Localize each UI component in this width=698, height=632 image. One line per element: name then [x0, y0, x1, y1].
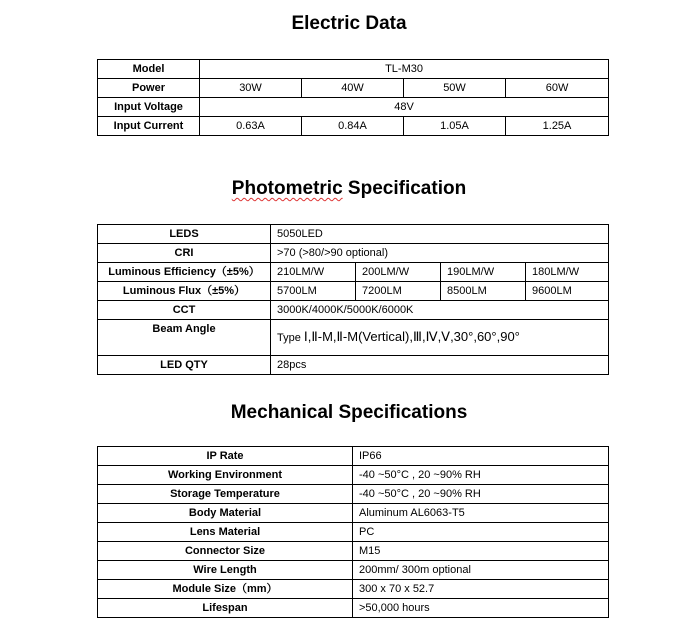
- table-row: [98, 523, 609, 542]
- flux-value: 8500LM: [441, 282, 526, 301]
- led-qty-value: 28pcs: [271, 356, 609, 375]
- spec-value: -40 ~50°C , 20 ~90% RH: [353, 485, 609, 504]
- spec-value: PC: [353, 523, 609, 542]
- electric-data-table: [97, 59, 609, 136]
- power-value: 60W: [506, 79, 609, 98]
- table-row: [98, 225, 609, 244]
- spec-value: 200mm/ 300m optional: [353, 561, 609, 580]
- input-voltage-value: 48V: [200, 98, 609, 117]
- table-row: [98, 263, 609, 282]
- flux-label: Luminous Flux（±5%）: [98, 282, 271, 301]
- table-row: [98, 504, 609, 523]
- spec-label: Wire Length: [98, 561, 353, 580]
- input-current-value: 0.63A: [200, 117, 302, 136]
- table-row: [98, 485, 609, 504]
- power-value: 40W: [302, 79, 404, 98]
- beam-angle-label: Beam Angle: [98, 320, 271, 356]
- table-row: [98, 282, 609, 301]
- flux-value: 5700LM: [271, 282, 356, 301]
- table-row: [98, 301, 609, 320]
- photometric-title-rest: Specification: [342, 178, 467, 199]
- table-row: [98, 542, 609, 561]
- spec-label: Storage Temperature: [98, 485, 353, 504]
- table-row: [98, 561, 609, 580]
- table-row: [98, 320, 609, 356]
- table-row: [98, 599, 609, 618]
- spec-value: M15: [353, 542, 609, 561]
- spec-value: -40 ~50°C , 20 ~90% RH: [353, 466, 609, 485]
- input-current-value: 1.05A: [404, 117, 506, 136]
- efficiency-value: 200LM/W: [356, 263, 441, 282]
- spec-value: Aluminum AL6063-T5: [353, 504, 609, 523]
- spec-label: Body Material: [98, 504, 353, 523]
- table-row: [98, 60, 609, 79]
- input-current-value: 0.84A: [302, 117, 404, 136]
- spec-label: Connector Size: [98, 542, 353, 561]
- spec-value: 300 x 70 x 52.7: [353, 580, 609, 599]
- table-row: [98, 244, 609, 263]
- input-current-value: 1.25A: [506, 117, 609, 136]
- efficiency-label: Luminous Efficiency（±5%）: [98, 263, 271, 282]
- spec-label: Module Size（mm）: [98, 580, 353, 599]
- spec-label: Lens Material: [98, 523, 353, 542]
- model-label: Model: [98, 60, 200, 79]
- spec-value: IP66: [353, 447, 609, 466]
- spec-label: IP Rate: [98, 447, 353, 466]
- photometric-title-word: Photometric: [231, 178, 343, 199]
- flux-value: 9600LM: [526, 282, 609, 301]
- power-value: 30W: [200, 79, 302, 98]
- power-value: 50W: [404, 79, 506, 98]
- table-row: [98, 98, 609, 117]
- beam-angle-type-prefix: Type: [277, 332, 301, 344]
- model-value: TL-M30: [200, 60, 609, 79]
- photometric-title: [0, 178, 698, 200]
- table-row: [98, 356, 609, 375]
- efficiency-value: 210LM/W: [271, 263, 356, 282]
- leds-value: 5050LED: [271, 225, 609, 244]
- input-current-label: Input Current: [98, 117, 200, 136]
- photometric-table: [97, 224, 609, 375]
- table-row: [98, 117, 609, 136]
- power-label: Power: [98, 79, 200, 98]
- leds-label: LEDS: [98, 225, 271, 244]
- cct-value: 3000K/4000K/5000K/6000K: [271, 301, 609, 320]
- beam-angle-value-cell: [271, 320, 609, 356]
- flux-value: 7200LM: [356, 282, 441, 301]
- table-row: [98, 580, 609, 599]
- electric-data-title: Electric Data: [291, 13, 407, 34]
- mechanical-table: [97, 446, 609, 618]
- led-qty-label: LED QTY: [98, 356, 271, 375]
- spec-label: Working Environment: [98, 466, 353, 485]
- efficiency-value: 190LM/W: [441, 263, 526, 282]
- cri-label: CRI: [98, 244, 271, 263]
- efficiency-value: 180LM/W: [526, 263, 609, 282]
- spec-label: Lifespan: [98, 599, 353, 618]
- input-voltage-label: Input Voltage: [98, 98, 200, 117]
- mechanical-title: Mechanical Specifications: [230, 402, 468, 423]
- table-row: [98, 466, 609, 485]
- beam-angle-value: Ⅰ,Ⅱ-M,Ⅱ-M(Vertical),Ⅲ,Ⅳ,Ⅴ,30°,60°,90°: [303, 329, 520, 344]
- spec-value: >50,000 hours: [353, 599, 609, 618]
- cri-value: >70 (>80/>90 optional): [271, 244, 609, 263]
- table-row: [98, 447, 609, 466]
- cct-label: CCT: [98, 301, 271, 320]
- table-row: [98, 79, 609, 98]
